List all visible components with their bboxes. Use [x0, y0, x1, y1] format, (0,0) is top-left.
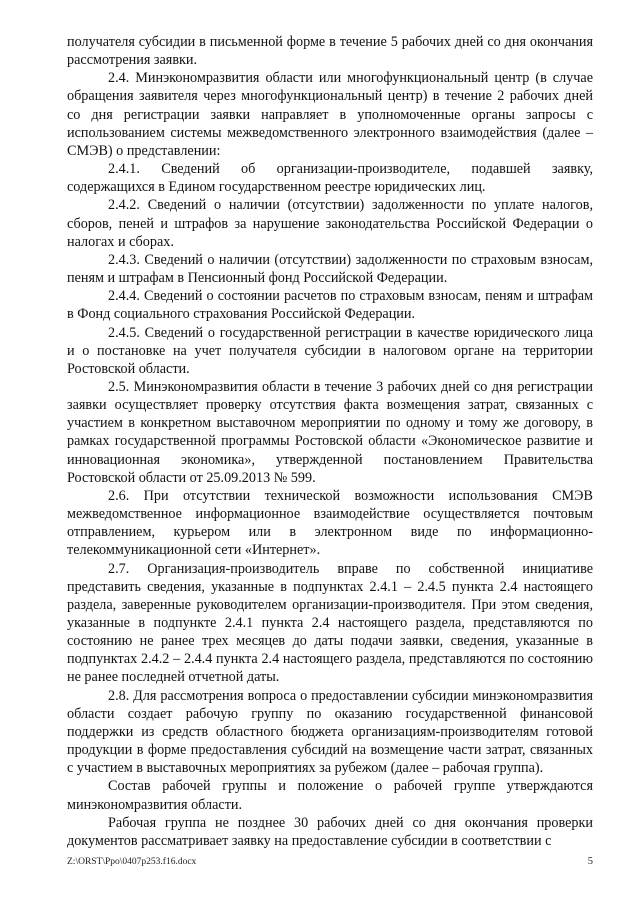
- paragraph-2-4-5: 2.4.5. Сведений о государственной регистрации в качестве юридического лица и о постановке на учет получателя субсидии в налоговом органе на территории Ростовской области.: [67, 324, 593, 377]
- paragraph-2-6: 2.6. При отсутствии технической возможности использования СМЭВ межведомственное информационное взаимодействие осуществляется почтовым отправлением, курьером или в электронном виде по информационно-телекоммуникационной сети «Интернет».: [67, 487, 593, 559]
- file-path: Z:\ORST\Ppo\0407p253.f16.docx: [67, 857, 197, 867]
- paragraph-working-group-review: Рабочая группа не позднее 30 рабочих дней со дня окончания проверки документов рассматривает заявку на предоставление субсидии в соответствии с: [67, 814, 593, 849]
- paragraph-2-7: 2.7. Организация-производитель вправе по собственной инициативе представить сведения, указанные в подпунктах 2.4.1 – 2.4.5 пункта 2.4 настоящего раздела, заверенные руководителем организации-производителя. При этом сведения, указанные в подпункте 2.4.1 пункта 2.4 настоящего раздела, представляются по состоянию не ранее трех месяцев до даты подачи заявки, сведения, указанные в подпунктах 2.4.2 – 2.4.4 пункта 2.4 настоящего раздела, представляются по состоянию не ранее последней отчетной даты.: [67, 560, 593, 686]
- document-body: [67, 33, 593, 850]
- paragraph-2-8: 2.8. Для рассмотрения вопроса о предоставлении субсидии минэкономразвития области создает рабочую группу по оказанию государственной финансовой поддержки из средств областного бюджета организациям-производителям готовой продукции в форме предоставления субсидий на возмещение части затрат, связанных с участием в выставочных мероприятиях за рубежом (далее – рабочая группа).: [67, 687, 593, 777]
- paragraph-2-4-4: 2.4.4. Сведений о состоянии расчетов по страховым взносам, пеням и штрафам в Фонд социального страхования Российской Федерации.: [67, 288, 593, 323]
- paragraph-2-4: 2.4. Минэкономразвития области или многофункциональный центр (в случае обращения заявителя через многофункциональный центр) в течение 2 рабочих дней со дня регистрации заявки направляет в уполномоченные органы запросы с использованием системы межведомственного электронного взаимодействия (далее – СМЭВ) о представлении:: [67, 70, 593, 159]
- page-number: 5: [587, 856, 593, 867]
- paragraph-2-4-3: 2.4.3. Сведений о наличии (отсутствии) задолженности по страховым взносам, пеням и штрафам в Пенсионный фонд Российской Федерации.: [67, 251, 593, 287]
- paragraph-2-4-1: 2.4.1. Сведений об организации-производителе, подавшей заявку, содержащихся в Едином государственном реестре юридических лиц.: [67, 161, 593, 196]
- paragraph-2-4-2: 2.4.2. Сведений о наличии (отсутствии) задолженности по уплате налогов, сборов, пеней и штрафов за нарушение законодательства Российской Федерации о налогах и сборах.: [67, 197, 593, 250]
- paragraph-working-group-composition: Состав рабочей группы и положение о рабочей группе утверждаются минэкономразвития области.: [67, 778, 593, 813]
- paragraph: получателя субсидии в письменной форме в течение 5 рабочих дней со дня окончания рассмотрения заявки.: [67, 34, 593, 69]
- paragraph-2-5: 2.5. Минэкономразвития области в течение 3 рабочих дней со дня регистрации заявки осуществляет проверку отсутствия факта возмещения затрат, связанных с участием в конкретном выставочном мероприятии по одному и тому же договору, в рамках государственной программы Ростовской области «Экономическое развитие и инновационная экономика», утвержденной постановлением Правительства Ростовской области от 25.09.2013 № 599.: [67, 378, 593, 486]
